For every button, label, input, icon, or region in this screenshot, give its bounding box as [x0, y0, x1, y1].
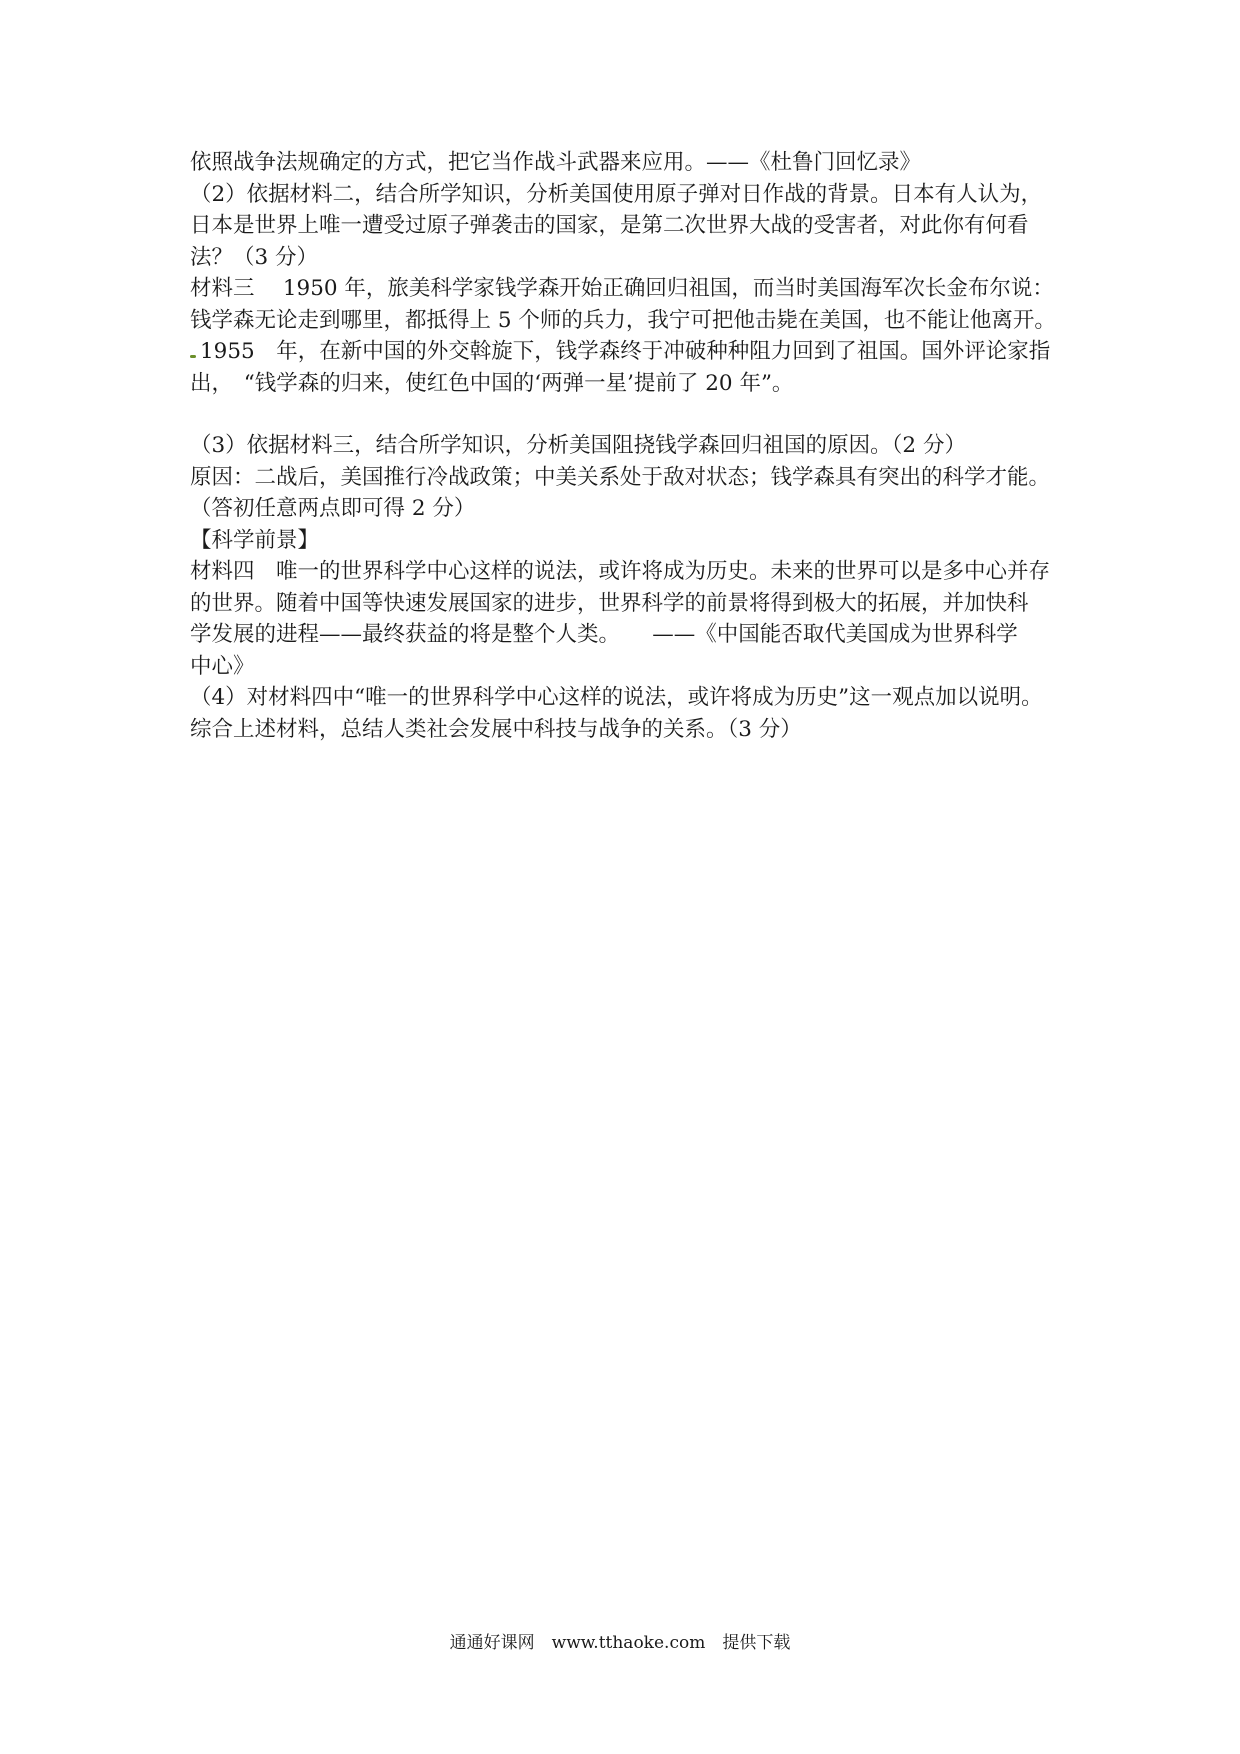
text-line: 钱学森无论走到哪里，都抵得上 5 个师的兵力，我宁可把他击毙在美国，也不能让他离开。 [190, 307, 1056, 333]
material-4-line: 材料四 唯一的世界科学中心这样的说法，或许将成为历史。未来的世界可以是多中心并存 [190, 559, 1051, 584]
page-footer: 通通好课网 www.tthaoke.com 提供下载 [449, 1633, 791, 1653]
question-4-line: （4）对材料四中“唯一的世界科学中心这样的说法，或许将成为历史”这一观点加以说明。 [190, 685, 1043, 710]
text-line: 依照战争法规确定的方式，把它当作战斗武器来应用。——《杜鲁门回忆录》 [190, 150, 922, 175]
text-line: 出， “钱学森的归来，使红色中国的‘两弹一星’提前了 20 年”。 [190, 370, 794, 396]
text-line: 的世界。随着中国等快速发展国家的进步，世界科学的前景将得到极大的拓展，并加快科 [190, 590, 1029, 616]
text-line: 法？（3 分） [190, 244, 319, 270]
paragraph-gap [190, 399, 1070, 430]
text-line: 1955 年，在新中国的外交斡旋下，钱学森终于冲破种种阻力回到了祖国。国外评论家指 [200, 339, 1051, 364]
question-2-line: （2）依据材料二，结合所学知识，分析美国使用原子弹对日作战的背景。日本有人认为， [190, 181, 1043, 207]
text-line: 学发展的进程——最终获益的将是整个人类。 ——《中国能否取代美国成为世界科学 [190, 622, 1018, 647]
document-body [190, 147, 1070, 745]
answer-note-line: （答初任意两点即可得 2 分） [190, 496, 476, 521]
question-3-line: （3）依据材料三，结合所学知识，分析美国阻挠钱学森回归祖国的原因。（2 分） [190, 433, 966, 458]
text-line: 日本是世界上唯一遭受过原子弹袭击的国家，是第二次世界大战的受害者，对此你有何看 [190, 213, 1029, 238]
text-line: 中心》 [190, 653, 255, 679]
margin-mark-icon [190, 355, 196, 358]
text-line: 综合上述材料，总结人类社会发展中科技与战争的关系。（3 分） [190, 716, 802, 742]
section-heading: 【科学前景】 [190, 527, 320, 553]
answer-line: 原因：二战后，美国推行冷战政策；中美关系处于敌对状态；钱学森具有突出的科学才能。 [190, 464, 1051, 490]
material-3-line: 材料三 1950 年，旅美科学家钱学森开始正确回归祖国，而当时美国海军次长金布尔说： [190, 276, 1054, 301]
text-line-wrap [190, 336, 1070, 368]
